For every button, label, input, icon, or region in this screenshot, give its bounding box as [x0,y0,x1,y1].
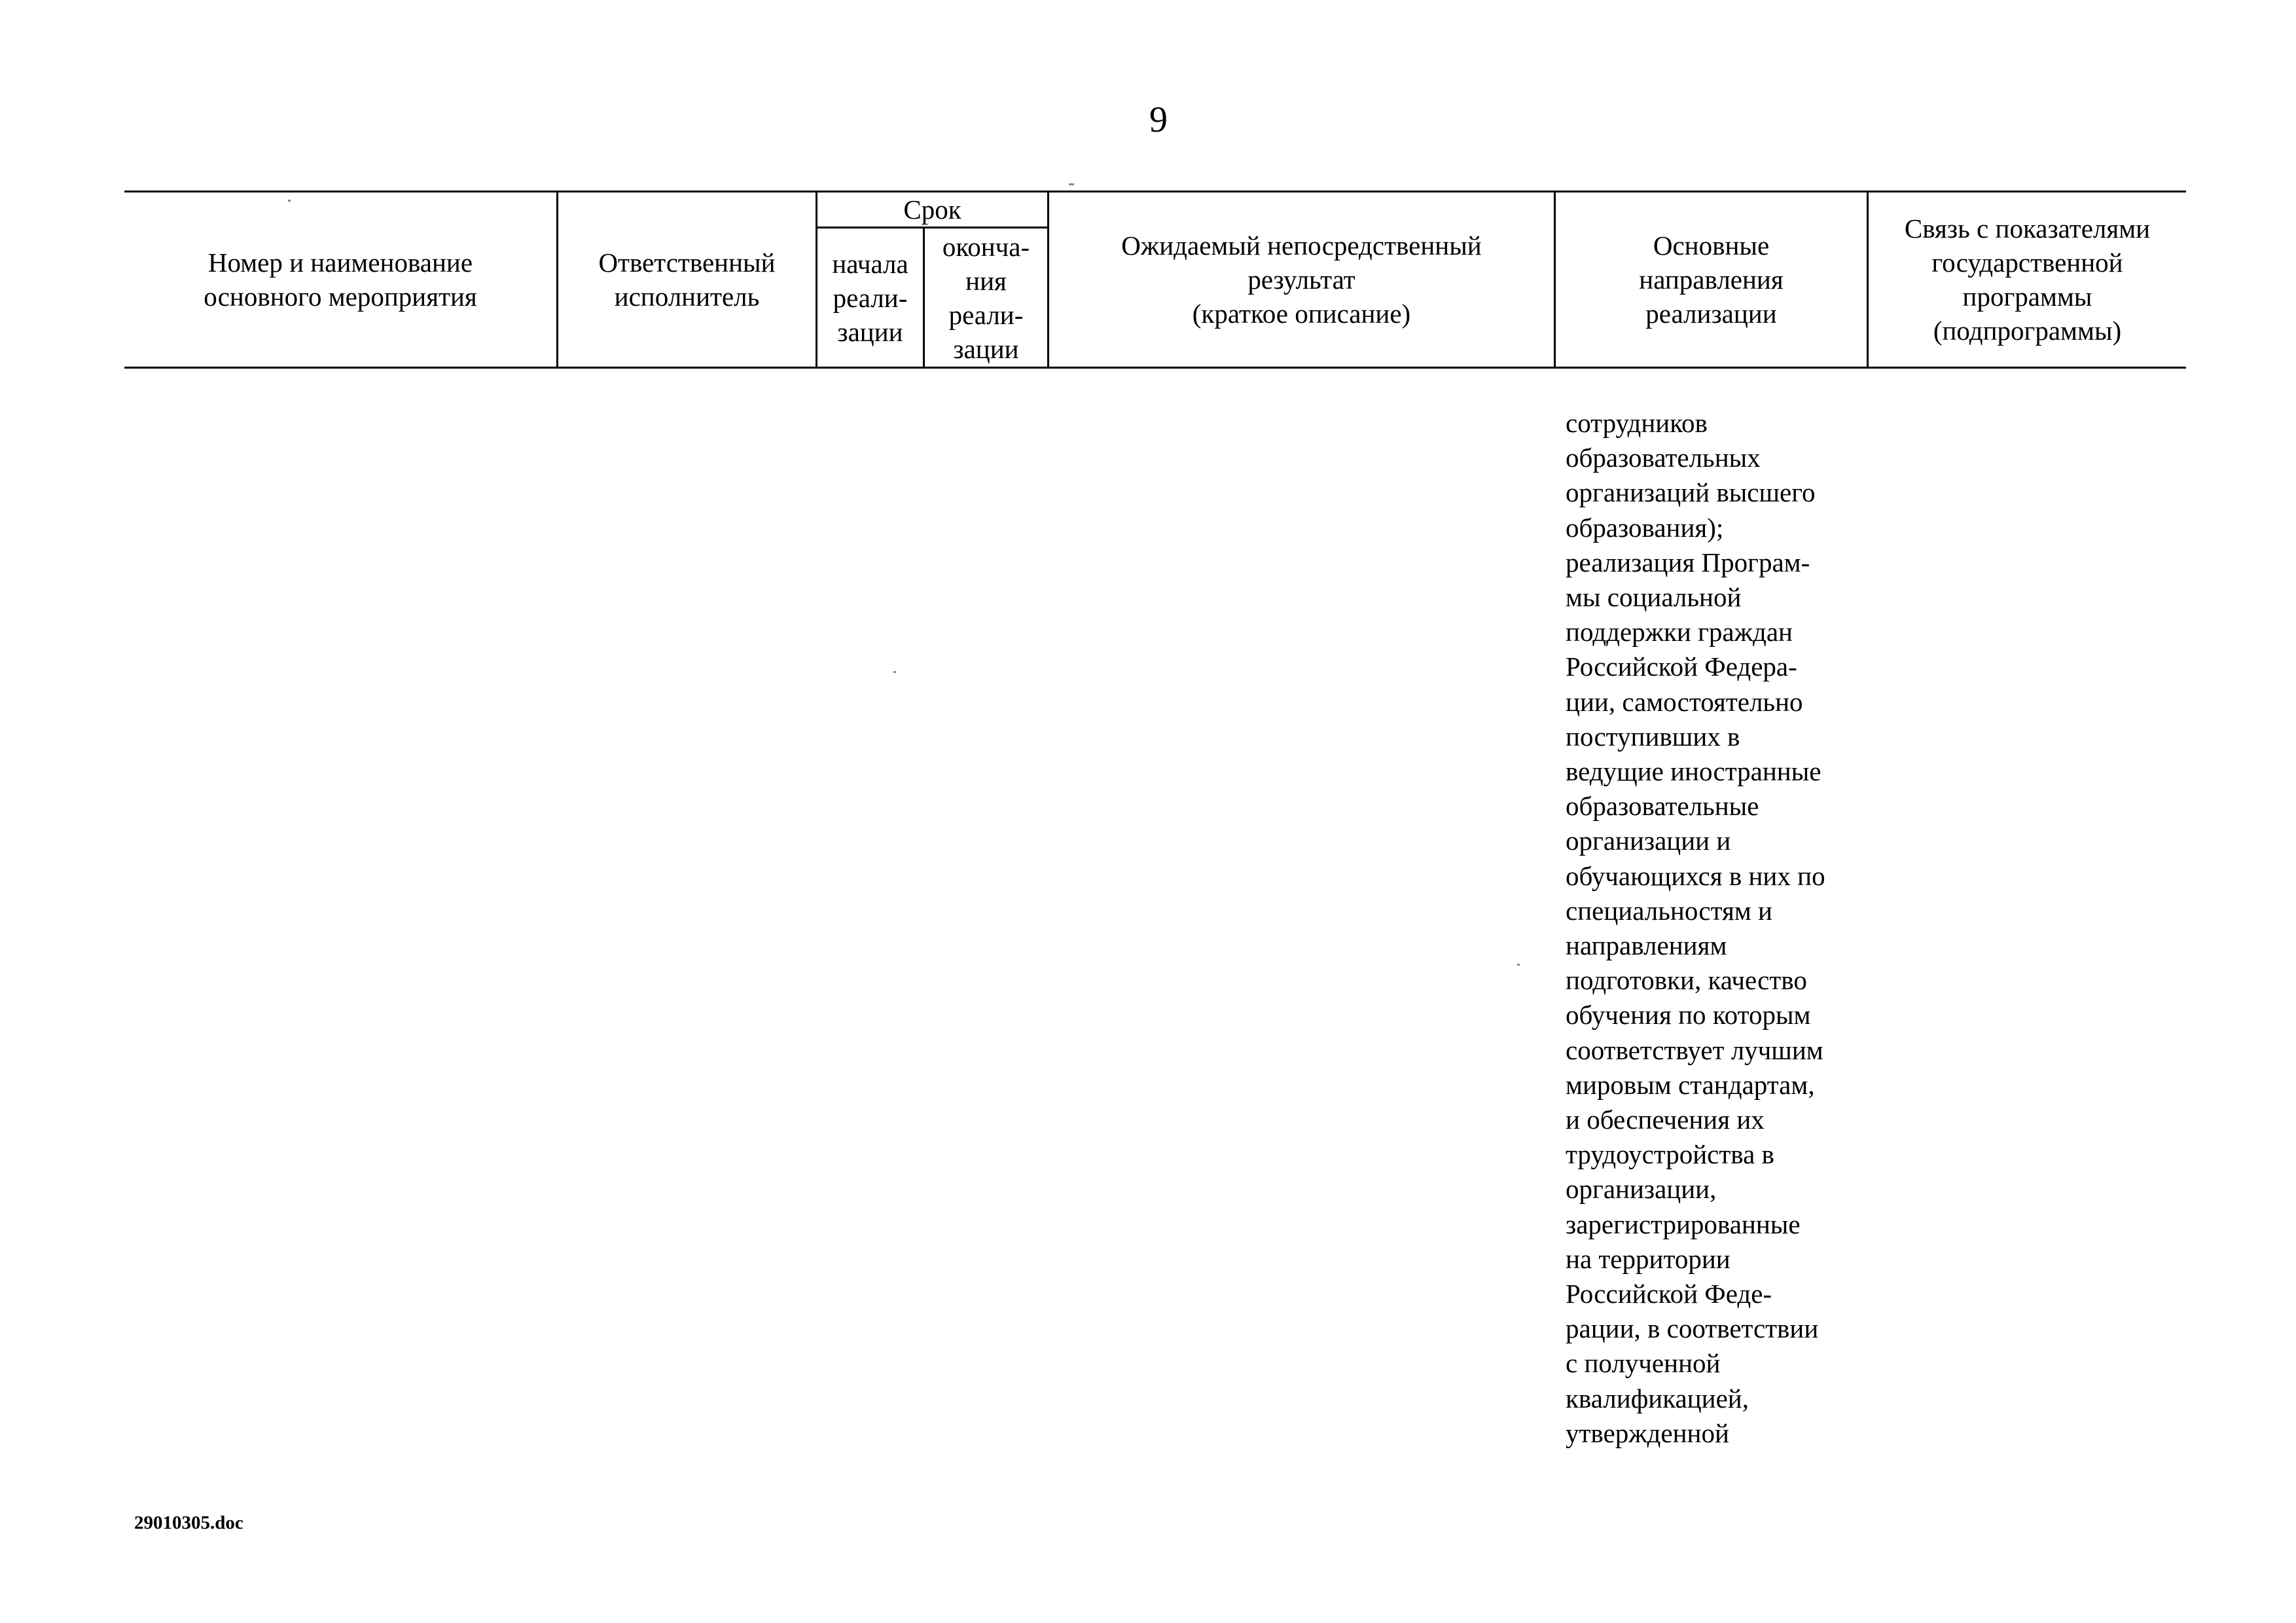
text-line: зарегистрированные [1566,1209,1801,1239]
text-line: рации, в соответствии [1566,1313,1819,1344]
text-line: сотрудников [1566,408,1708,438]
text-line: поддержки граждан [1566,617,1793,647]
text-line: с полученной [1566,1348,1721,1379]
text-line: организаций высшего [1566,477,1816,508]
main-directions-cell-text [1566,406,1880,1451]
text-line: соответствует лучшим [1566,1034,1823,1065]
text-line: обучающихся в них по [1566,860,1825,891]
text-line: образования); [1566,512,1724,543]
header-expected-result: Ожидаемый непосредственный результат (краткое описание) [1121,230,1482,329]
text-line: ведущие иностранные [1566,756,1821,787]
text-line: организации, [1566,1174,1717,1205]
text-line: подготовки, качество [1566,965,1807,996]
text-line: Российской Федера- [1566,651,1797,682]
table-header [124,191,2186,369]
header-term-start: начала реали- зации [832,248,908,347]
text-line: образовательные [1566,791,1759,822]
header-term: Срок [903,194,961,225]
scan-speck [288,200,291,202]
scan-speck [1517,964,1520,966]
text-line: на территории [1566,1243,1731,1274]
text-line: и обеспечения их [1566,1104,1765,1135]
text-line: мы социальной [1566,582,1742,613]
header-responsible: Ответственный исполнитель [598,247,776,312]
text-line: ции, самостоятельно [1566,686,1803,717]
text-line: поступивших в [1566,721,1740,752]
header-term-end: оконча- ния реали- зации [942,231,1030,364]
header-number-name: Номер и наименование основного мероприятия [204,247,477,312]
text-line: реализация Програм- [1566,547,1810,577]
text-line: квалификацией, [1566,1383,1749,1413]
text-line: направлениям [1566,930,1727,961]
header-link-indicators: Связь с показателями государственной программы (подпрограммы) [1904,213,2151,346]
document-code: 29010305.doc [134,1512,243,1533]
scan-speck [1069,183,1074,185]
text-line: организации и [1566,826,1731,856]
header-main-directions: Основные направления реализации [1639,230,1784,329]
text-line: образовательных [1566,443,1761,473]
page-number: 9 [1149,100,1168,140]
text-line: Российской Феде- [1566,1279,1772,1309]
text-line: специальностям и [1566,895,1772,926]
scan-speck [893,671,896,673]
text-line: мировым стандартам, [1566,1069,1815,1100]
text-line: утвержденной [1566,1417,1729,1448]
text-line: обучения по которым [1566,1000,1811,1030]
text-line: трудоустройства в [1566,1139,1774,1170]
